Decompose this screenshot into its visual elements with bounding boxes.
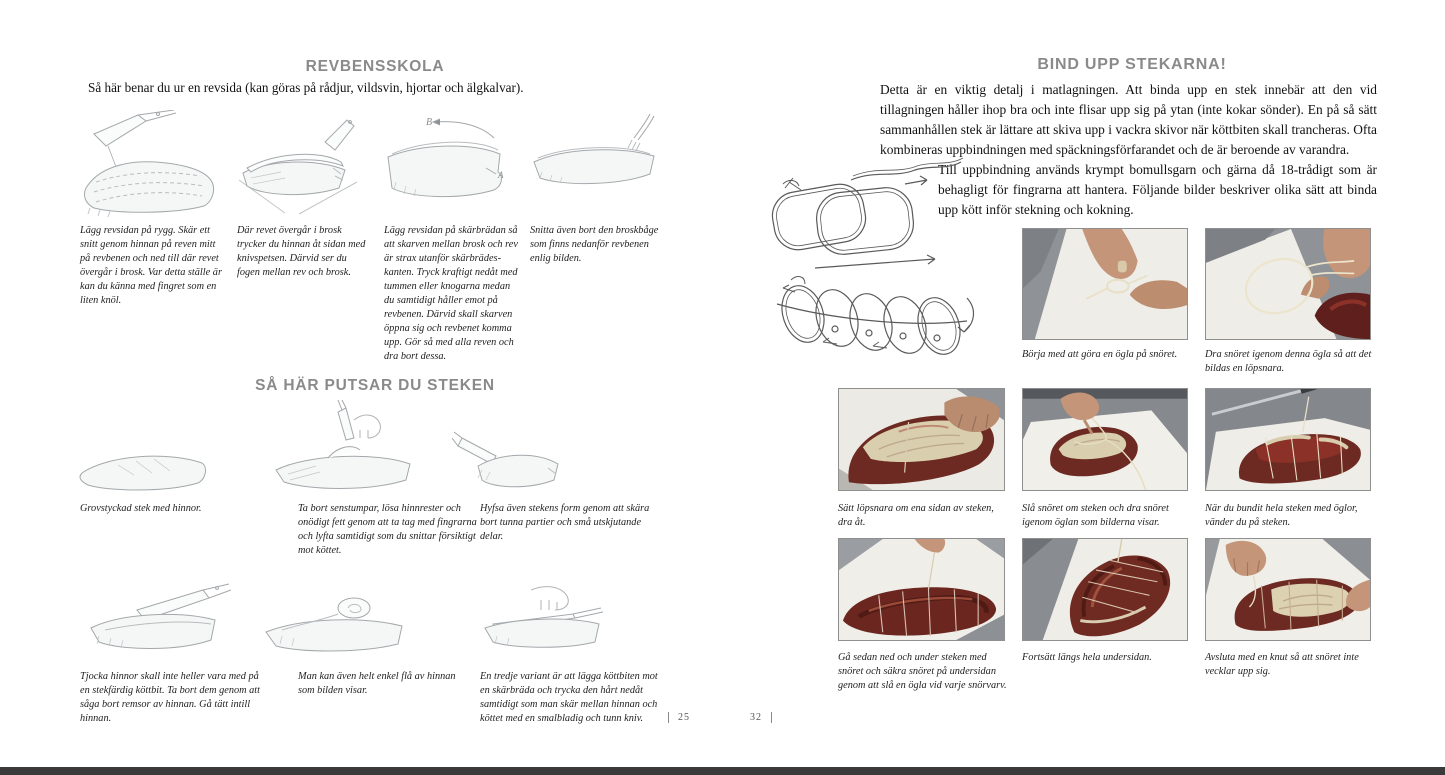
trim-caption-2: Ta bort senstumpar, lösa hinnrester och onödigt fett genom att ta tag med fingrarna och lyfta samtidigt som du snittar försiktigt mot köttet. (298, 503, 477, 556)
trim-sketch-3 (452, 430, 565, 496)
photo-finish-knot (1205, 538, 1371, 641)
photo-caption-4: Slå snöret om steken och dra snöret igenom öglan som bilderna visar. (1022, 503, 1169, 528)
photo-continue-underside (1022, 538, 1188, 641)
left-page-number: 25 (668, 712, 690, 723)
left-page-intro: Så här benar du ur en revsida (kan göras på rådjur, vildsvin, hjortar och älgkalvar). (88, 80, 524, 95)
photo-caption-5: När du bundit hela steken med öglor, vänder du på steken. (1205, 503, 1358, 528)
photo-underside-loop (838, 538, 1005, 641)
bottom-edge-bar (0, 767, 1445, 775)
trim-sketch-1 (78, 445, 212, 497)
rib-caption-1: Lägg revsidan på rygg. Skär ett snitt genom hinnan på reven mitt på revbenen och ned till där revet övergår i brosk. Var detta ställe är kan du känna med fingret som en liten knöl. (80, 225, 222, 306)
rib-sketch-1 (78, 110, 226, 218)
rib-caption-2: Där revet övergår i brosk trycker du hinnan åt sidan med knivspetsen. Därvid ser du fogen mellan rev och brosk. (237, 225, 366, 278)
photo-caption-1: Börja med att göra en ögla på snöret. (1022, 349, 1178, 360)
right-page-number: 32 (750, 712, 772, 723)
photo-pull-loop (1205, 228, 1371, 340)
trim-sketch-6 (475, 584, 618, 654)
photo-wrap-string (1022, 388, 1188, 491)
photo-caption-6: Gå sedan ned och under steken med snöret och säkra snöret på undersidan genom att slå en ögla vid varje snörvarv. (838, 652, 1007, 691)
right-paragraph-1: Detta är en viktig detalj i matlagningen. Att binda upp en stek innebär att den vid tillagningen håller ihop bra och inte flisar upp sig på ytan (inte kokar sönder). En på så sätt sammanhållen stek är lättare att skiva upp i vackra skivor när köttbiten skall trancheras. Ofta kombineras uppbindningen med späckningsförfarandet och de är beroende av varandra. (880, 82, 1377, 157)
svg-text:B: B (426, 117, 433, 128)
rib-caption-4: Snitta även bort den broskbåge som finns nedanför revbenen enlig bilden. (530, 225, 659, 264)
trim-sketch-5 (262, 594, 412, 657)
left-page-title: REVBENSSKOLA (305, 58, 445, 75)
trim-sketch-2 (268, 400, 422, 497)
trim-sketch-4 (85, 580, 235, 660)
trim-caption-5: Man kan även helt enkel flå av hinnan som bilden visar. (298, 671, 456, 696)
photo-caption-8: Avsluta med en knut så att snöret inte vecklar upp sig. (1205, 652, 1359, 677)
photo-caption-7: Fortsätt längs hela undersidan. (1022, 652, 1152, 663)
trim-caption-3: Hyfsa även stekens form genom att skära bort tunna partier och små utskjutande delar. (480, 503, 650, 542)
trim-caption-1: Grovstyckad stek med hinnor. (80, 503, 202, 514)
left-page (0, 0, 722, 760)
photo-make-loop (1022, 228, 1188, 340)
rib-sketch-3 (380, 112, 512, 210)
photo-turned-roast (1205, 388, 1371, 491)
string-loop-diagram (755, 146, 987, 364)
trim-caption-4: Tjocka hinnor skall inte heller vara med på en stekfärdig köttbit. Ta bort dem genom att såga bort remsor av hinnan. Gå tätt intill hinnan. (80, 671, 260, 724)
photo-snare-on-roast (838, 388, 1005, 491)
photo-caption-3: Sätt löpsnara om ena sidan av steken, dra åt. (838, 503, 994, 528)
right-page-title: BIND UPP STEKARNA! (1037, 56, 1227, 73)
right-paragraph-2: Till uppbindning används krympt bomullsgarn och gärna då 18-trådigt som är behagligt för fingrarna att hantera. Följande bilder beskriver olika sätt att binda upp kött inför stekning och kokning. (880, 160, 1377, 220)
svg-text:A: A (498, 170, 504, 180)
left-section2-title: SÅ HÄR PUTSAR DU STEKEN (255, 377, 495, 394)
rib-caption-3: Lägg revsidan på skärbrädan så att skarven mellan brosk och rev är strax utanför skärbrädeskanten. Tryck kraftigt nedåt med tummen eller knogarna medan du samtidigt håller emot på revbenen. Därvid skall skarven öppna sig och revbenet komma upp. Gör så med alla reven och dra bort dessa. (384, 225, 518, 362)
right-page (722, 0, 1445, 760)
photo-caption-2: Dra snöret igenom denna ögla så att det bildas en löpsnara. (1205, 349, 1372, 374)
rib-sketch-4 (528, 112, 668, 205)
trim-caption-6: En tredje variant är att lägga köttbiten mot en skärbräda och trycka den hårt nedåt samtidigt som man skär mellan hinnan och köttet med en smalbladig och tunn kniv. (480, 671, 658, 724)
rib-sketch-2 (237, 118, 363, 215)
